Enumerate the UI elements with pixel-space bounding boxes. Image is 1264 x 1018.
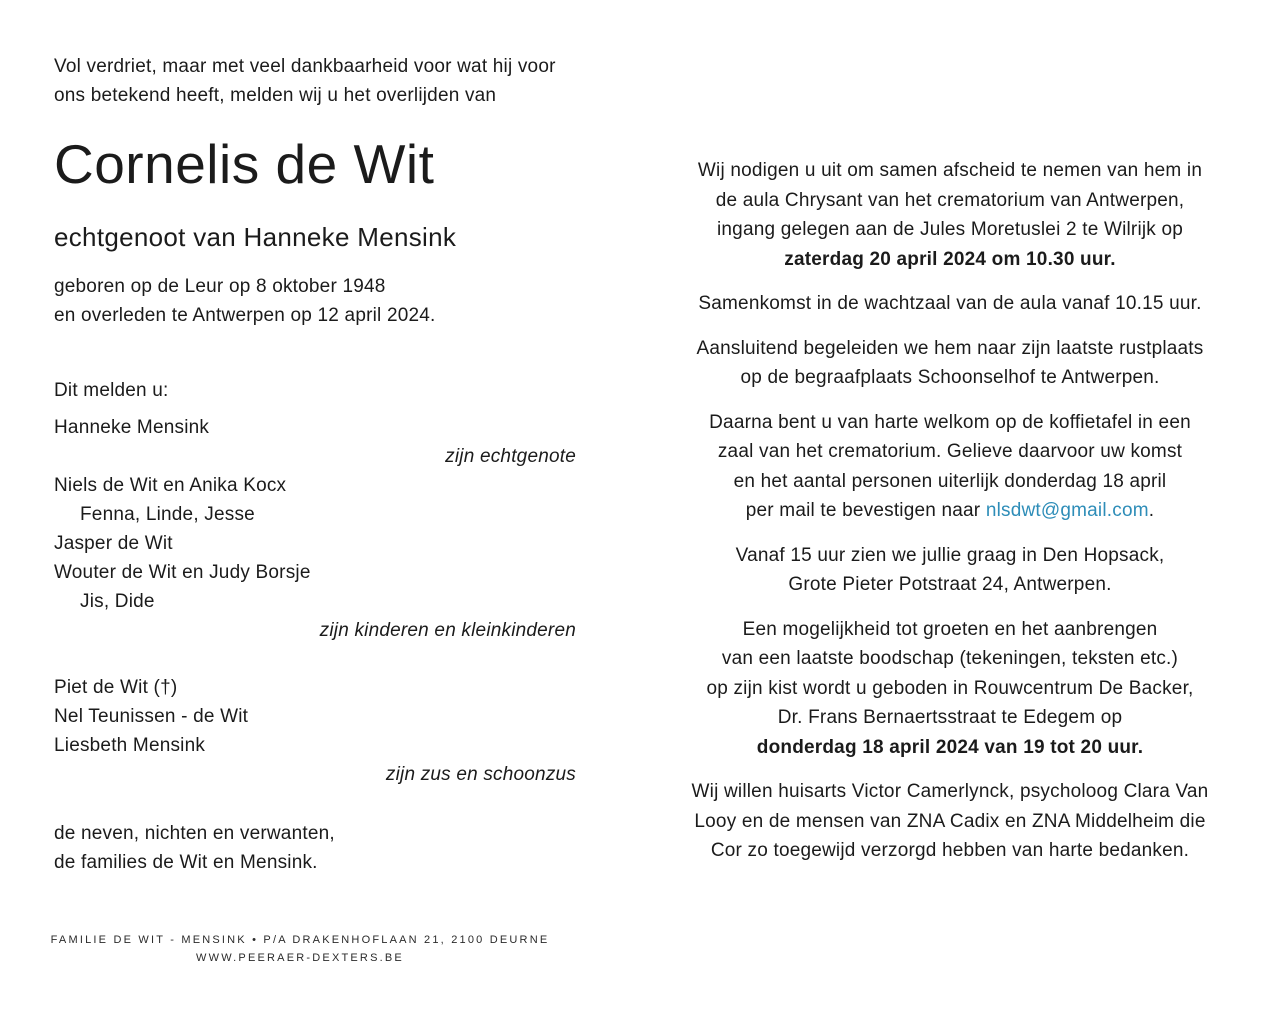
visitation-line: van een laatste boodschap (tekeningen, teksten etc.) [721,648,1179,669]
thanks-line: Wij willen huisarts Victor Camerlynck, psycholoog Clara Van [691,781,1209,802]
family-member-line: Wouter de Wit en Judy Borsje [54,562,311,583]
visitation-datetime: donderdag 18 april 2024 van 19 tot 20 uur. [756,736,1144,758]
ceremony-paragraph [690,156,1210,274]
right-column [690,156,1210,881]
left-column [54,52,576,877]
intro-line: ons betekend heeft, melden wij u het overlijden van [54,85,497,106]
coffee-table-paragraph [690,408,1210,526]
burial-line: Aansluitend begeleiden we hem naar zijn laatste rustplaats [696,337,1204,359]
birth-death-dates [54,272,576,330]
visitation-line: Een mogelijkheid tot groeten en het aanbrengen [742,618,1158,640]
death-date-line: en overleden te Antwerpen op 12 april 2024. [54,305,436,326]
spouse-block [54,413,576,471]
grandchildren-line: Fenna, Linde, Jesse [80,504,255,525]
hopsack-paragraph [690,541,1210,600]
ceremony-datetime: zaterdag 20 april 2024 om 10.30 uur. [784,248,1116,270]
thanks-paragraph [690,777,1210,866]
family-member-line: Piet de Wit (†) [54,677,178,698]
coffee-line: zaal van het crematorium. Gelieve daarvoor uw komst [717,441,1183,462]
rsvp-prefix: per mail te bevestigen naar [745,500,986,521]
family-member-line: Jasper de Wit [54,533,173,554]
visitation-paragraph [690,615,1210,763]
spouse-name: Hanneke Mensink [54,417,210,438]
ceremony-line: ingang gelegen aan de Jules Moretuslei 2 te Wilrijk op [716,219,1183,240]
family-member-line: Liesbeth Mensink [54,735,206,756]
visitation-line: op zijn kist wordt u geboden in Rouwcentrum De Backer, [706,677,1194,699]
siblings-block [54,673,576,789]
intro-line: Vol verdriet, maar met veel dankbaarheid voor wat hij voor [54,56,556,77]
gathering-line: Samenkomst in de wachtzaal van de aula vanaf 10.15 uur. [698,293,1202,314]
grandchildren-line: Jis, Dide [80,591,155,612]
siblings-role: zijn zus en schoonzus [385,764,576,785]
visitation-line: Dr. Frans Bernaertsstraat te Edegem op [777,707,1123,728]
announcement-lead: Dit melden u: [54,380,169,401]
family-member-line: Niels de Wit en Anika Kocx [54,475,287,496]
thanks-line: Looy en de mensen van ZNA Cadix en ZNA Middelheim die [694,810,1206,832]
coffee-line: en het aantal personen uiterlijk donderdag 18 april [733,470,1167,492]
children-role: zijn kinderen en kleinkinderen [319,620,576,641]
footer-website-line: WWW.PEERAER-DEXTERS.BE [196,952,404,964]
spouse-role: zijn echtgenote [445,446,576,467]
hopsack-line: Grote Pieter Potstraat 24, Antwerpen. [788,574,1112,595]
footer-address-line: FAMILIE DE WIT - MENSINK • P/A DRAKENHOFLAAN 21, 2100 DEURNE [50,934,550,946]
family-member-line: Nel Teunissen - de Wit [54,706,249,727]
burial-paragraph [690,334,1210,393]
family-address-footer [40,931,560,967]
rsvp-line [690,496,1210,526]
intro-text [54,52,576,110]
email-link[interactable]: nlsdwt@gmail.com [985,500,1149,521]
thanks-line: Cor zo toegewijd verzorgd hebben van harte bedanken. [710,840,1190,861]
relatives-line: de families de Wit en Mensink. [54,852,318,873]
birth-date-line: geboren op de Leur op 8 oktober 1948 [54,276,386,297]
hopsack-line: Vanaf 15 uur zien we jullie graag in Den Hopsack, [735,544,1165,566]
gathering-paragraph [690,289,1210,319]
rsvp-suffix: . [1148,500,1155,521]
coffee-line: Daarna bent u van harte welkom op de koffietafel in een [709,411,1191,433]
burial-line: op de begraafplaats Schoonselhof te Antwerpen. [740,367,1160,388]
ceremony-line: de aula Chrysant van het crematorium van Antwerpen, [715,189,1185,211]
relation-subtitle: echtgenoot van Hanneke Mensink [54,222,457,252]
children-block [54,471,576,645]
deceased-name: Cornelis de Wit [54,133,435,195]
ceremony-line: Wij nodigen u uit om samen afscheid te nemen van hem in [697,160,1203,181]
relatives-block [54,819,576,877]
relatives-line: de neven, nichten en verwanten, [54,823,335,844]
